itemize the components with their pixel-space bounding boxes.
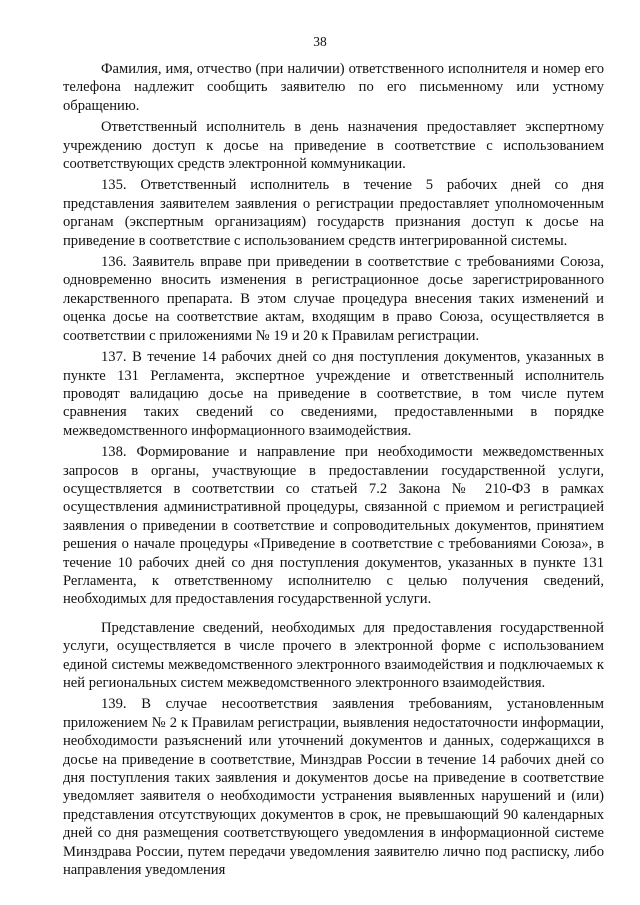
paragraph-137: 137. В течение 14 рабочих дней со дня поступления документов, указанных в пункте 131 Регламента, экспертное учреждение и ответственный исполнитель проводят валидацию досье на приведение в соответствие, в том числе путем сравнения таких сведений со сведениями, предоставленными в порядке межведомственного информационного взаимодействия. [63,349,604,439]
paragraph-138: 138. Формирование и направление при необходимости межведомственных запросов в органы, участвующие в предоставлении государственной услуги, осуществляется в соответствии со статьей 7.2 Закона № 210-ФЗ в рамках осуществления административной процедуры, связанной с приемом и регистрацией заявления о приведении в соответствие и сопроводительных документов, принятием решения о начале процедуры «Приведение в соответствие с требованиями Союза», в течение 10 рабочих дней со дня поступления документов, указанных в пункте 131 Регламента, к ответственному исполнителю с целью получения сведений, необходимых для предоставления государственной услуги. [63,444,604,608]
document-body [63,60,604,882]
paragraph-139: 139. В случае несоответствия заявления требованиям, установленным приложением № 2 к Правилам регистрации, выявления недостаточности информации, необходимости разъяснений или уточнений документов и данных, содержащихся в досье на приведение в соответствие, Минздрав России в течение 14 рабочих дней со дня поступления таких заявления и документов досье на приведение в соответствие уведомляет заявителя о необходимости устранения выявленных нарушений и (или) представления отсутствующих документов в срок, не превышающий 90 календарных дней со дня размещения соответствующего уведомления в информационной системе Минздрава России, путем передачи уведомления заявителю лично под расписку, либо направления уведомления [63,696,604,879]
paragraph-contact-info: Фамилия, имя, отчество (при наличии) ответственного исполнителя и номер его телефона надлежит сообщить заявителю по его письменному или устному обращению. [63,61,604,114]
paragraph-136: 136. Заявитель вправе при приведении в соответствие с требованиями Союза, одновременно вносить изменения в регистрационное досье зарегистрированного лекарственного препарата. В этом случае процедура внесения таких изменений и оценка досье на соответствие актам, входящим в право Союза, осуществляется в соответствии с приложениями № 19 и 20 к Правилам регистрации. [63,254,604,344]
page-number: 38 [313,34,327,49]
paragraph-interagency-info: Представление сведений, необходимых для предоставления государственной услуги, осуществляется в числе прочего в электронной форме с использованием единой системы межведомственного электронного взаимодействия и подключаемых к ней региональных систем межведомственного электронного взаимодействия. [63,619,604,691]
paragraph-135: 135. Ответственный исполнитель в течение 5 рабочих дней со дня представления заявителем заявления о регистрации предоставляет уполномоченным органам (экспертным организациям) государств признания доступ к досье на приведение в соответствие с использованием средств интегрированной системы. [63,177,604,249]
paragraph-dossier-access: Ответственный исполнитель в день назначения предоставляет экспертному учреждению доступ к досье на приведение в соответствие с использованием соответствующих средств электронной коммуникации. [63,119,604,173]
